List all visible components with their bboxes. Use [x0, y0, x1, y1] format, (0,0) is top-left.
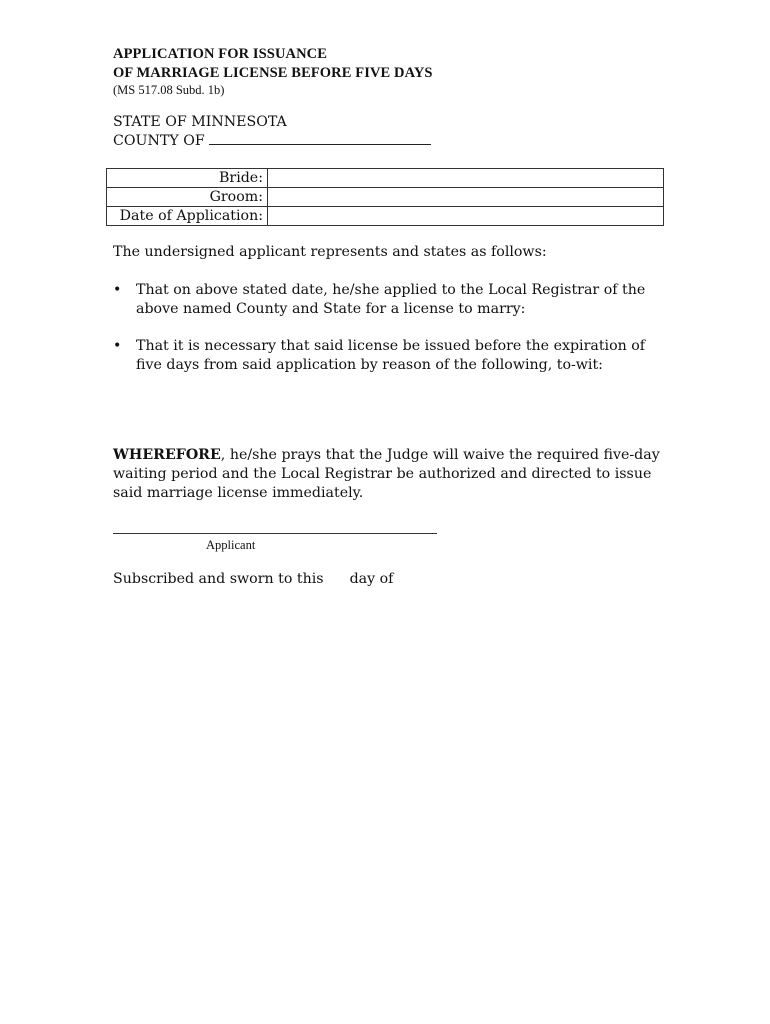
state-line: STATE OF MINNESOTA: [113, 114, 287, 130]
wherefore-paragraph: [113, 446, 673, 503]
oath-text-1: Subscribed and sworn to this: [113, 571, 324, 587]
county-field[interactable]: [209, 132, 431, 145]
list-item: [113, 337, 673, 374]
statute-reference: (MS 517.08 Subd. 1b): [113, 83, 225, 97]
bullet-icon: •: [113, 338, 122, 354]
document-title-line-1: APPLICATION FOR ISSUANCE: [113, 46, 328, 62]
intro-statement: The undersigned applicant represents and states as follows:: [113, 244, 547, 260]
bride-field[interactable]: [268, 169, 664, 188]
county-label: COUNTY OF: [113, 133, 205, 149]
list-item: [113, 281, 673, 318]
oath-line: [113, 571, 393, 587]
bullet-text-1: That on above stated date, he/she applied to the Local Registrar of the above named County and State for a license to marry:: [136, 282, 646, 317]
county-line: [113, 132, 431, 149]
applicant-signature-line[interactable]: [113, 533, 437, 534]
wherefore-keyword: WHEREFORE: [113, 447, 221, 463]
date-of-application-label: Date of Application:: [107, 207, 268, 226]
applicant-info-table: [106, 168, 664, 226]
date-of-application-field[interactable]: [268, 207, 664, 226]
groom-label: Groom:: [107, 188, 268, 207]
bullet-icon: •: [113, 282, 122, 298]
bride-label: Bride:: [107, 169, 268, 188]
wherefore-text: , he/she prays that the Judge will waive the required five-day waiting period and the Local Registrar be authorized and directed to issue said marriage license immediately.: [113, 447, 660, 501]
table-row: [107, 207, 664, 226]
applicant-label: Applicant: [206, 538, 256, 552]
oath-text-2: day of: [349, 571, 394, 587]
groom-field[interactable]: [268, 188, 664, 207]
document-title-line-2: OF MARRIAGE LICENSE BEFORE FIVE DAYS: [113, 65, 433, 81]
table-row: [107, 169, 664, 188]
bullet-text-2: That it is necessary that said license be issued before the expiration of five days from said application by reason of the following, to-wit:: [136, 338, 646, 373]
table-row: [107, 188, 664, 207]
